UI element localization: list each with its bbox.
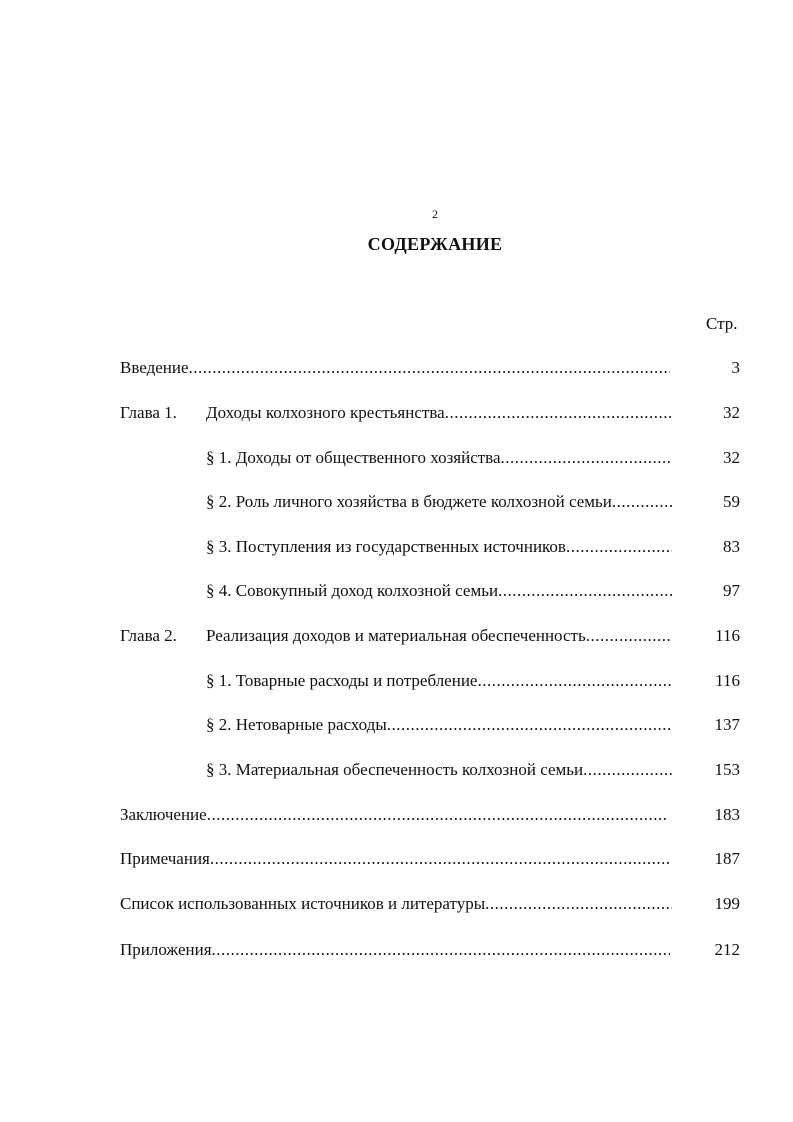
- dot-leader: [210, 848, 670, 870]
- chapter-number: Глава 1.: [120, 403, 177, 422]
- toc-entry-label: Список использованных источников и литературы: [120, 894, 486, 913]
- toc-entry-label: § 1. Доходы от общественного хозяйства: [206, 448, 501, 467]
- toc-entry-chapter-1: [120, 402, 742, 424]
- toc-entry-page: 83: [723, 537, 740, 556]
- toc-entry-label: § 4. Совокупный доход колхозной семьи: [206, 581, 499, 600]
- dot-leader: [501, 447, 672, 469]
- toc-entry-page: 187: [714, 849, 740, 868]
- toc-entry-section: [120, 670, 742, 692]
- toc-entry-introduction: [120, 357, 742, 379]
- toc-entry-page: 137: [714, 715, 740, 734]
- toc-entry-section: [120, 580, 742, 602]
- dot-leader: [387, 714, 672, 736]
- dot-leader: [612, 491, 672, 513]
- toc-entry-label: § 2. Роль личного хозяйства в бюджете колхозной семьи: [206, 492, 612, 511]
- dot-leader: [207, 804, 668, 826]
- toc-entry-section: [120, 491, 742, 513]
- toc-entry-label: Примечания: [120, 849, 210, 868]
- toc-entry-page: 199: [714, 894, 740, 913]
- toc-entry-label: § 2. Нетоварные расходы: [206, 715, 387, 734]
- toc-entry-page: 116: [715, 671, 740, 690]
- dot-leader: [586, 625, 672, 647]
- chapter-number: Глава 2.: [120, 626, 177, 645]
- toc-entry-label: Введение: [120, 358, 189, 377]
- toc-entry-conclusion: [120, 804, 742, 826]
- page-title: СОДЕРЖАНИЕ: [367, 234, 503, 254]
- dot-leader: [212, 939, 670, 961]
- pages-column-header: Стр.: [706, 314, 738, 333]
- toc-entry-page: 59: [723, 492, 740, 511]
- dot-leader: [445, 402, 672, 424]
- toc-entry-page: 32: [723, 403, 740, 422]
- toc-entry-page: 32: [723, 448, 740, 467]
- dot-leader: [566, 536, 672, 558]
- toc-entry-section: [120, 536, 742, 558]
- toc-entry-label: § 3. Материальная обеспеченность колхозной семьи: [206, 760, 584, 779]
- toc-entry-appendices: [120, 939, 742, 961]
- dot-leader: [189, 357, 670, 379]
- toc-entry-page: 3: [731, 358, 740, 377]
- toc-entry-section: [120, 447, 742, 469]
- toc-entry-section: [120, 759, 742, 781]
- toc-entry-page: 97: [723, 581, 740, 600]
- toc-entry-label: Заключение: [120, 805, 207, 824]
- toc-entry-page: 183: [714, 805, 740, 824]
- page-number: 2: [432, 207, 438, 221]
- dot-leader: [583, 759, 672, 781]
- toc-entry-section: [120, 714, 742, 736]
- toc-entry-page: 116: [715, 626, 740, 645]
- dot-leader: [477, 670, 672, 692]
- toc-entry-label: Доходы колхозного крестьянства: [206, 403, 445, 422]
- toc-entry-label: Реализация доходов и материальная обеспеченность: [206, 626, 586, 645]
- toc-entry-label: § 3. Поступления из государственных источников: [206, 537, 566, 556]
- toc-entry-page: 153: [714, 760, 740, 779]
- toc-entry-notes: [120, 848, 742, 870]
- toc-entry-label: Приложения: [120, 940, 212, 959]
- toc-entry-label: § 1. Товарные расходы и потребление: [206, 671, 478, 690]
- toc-entry-page: 212: [714, 940, 740, 959]
- toc-entry-bibliography: [120, 893, 742, 915]
- dot-leader: [485, 893, 672, 915]
- toc-entry-chapter-2: [120, 625, 742, 647]
- dot-leader: [498, 580, 672, 602]
